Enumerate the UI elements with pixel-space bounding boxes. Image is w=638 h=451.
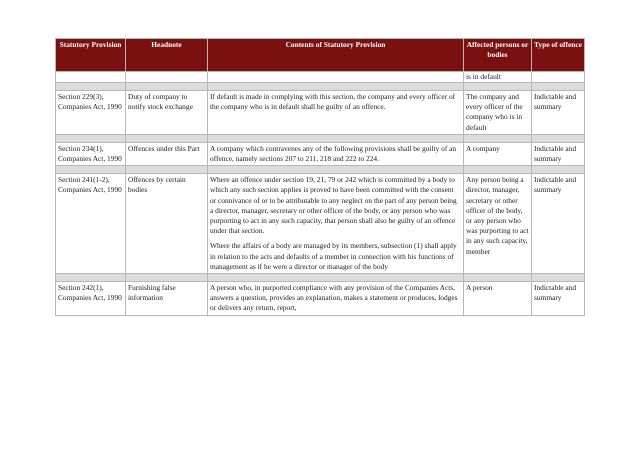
header-headnote: Headnote bbox=[126, 39, 208, 72]
cell-type: Indictable and summary bbox=[532, 174, 585, 274]
cell-headnote: Duty of company to notify stock exchange bbox=[126, 91, 208, 135]
row-spacer bbox=[56, 274, 585, 282]
cell-contents: A company which contravenes any of the following provisions shall be guilty of an offence, namely sections 207 to 211, 218 and 222 to 224. bbox=[208, 142, 464, 165]
continuation-affected: is in default bbox=[464, 72, 532, 83]
header-affected-persons: Affected persons or bodies bbox=[464, 39, 532, 72]
cell-contents: A person who, in purported compliance with any provision of the Companies Acts, answers a question, provides an explanation, makes a statement or produces, lodges or delivers any return, report, bbox=[208, 282, 464, 316]
cell-headnote: Offences under this Part bbox=[126, 142, 208, 165]
table-row bbox=[56, 91, 585, 135]
header-contents: Contents of Statutory Provision bbox=[208, 39, 464, 72]
row-spacer bbox=[56, 134, 585, 142]
header-type-of-offence: Type of offence bbox=[532, 39, 585, 72]
row-spacer bbox=[56, 166, 585, 174]
cell-affected: A person bbox=[464, 282, 532, 316]
cell-contents bbox=[208, 174, 464, 274]
table-row bbox=[56, 282, 585, 316]
offences-table bbox=[55, 38, 585, 316]
cell-affected: The company and every officer of the company who is in default bbox=[464, 91, 532, 135]
cell-headnote: Furnishing false information bbox=[126, 282, 208, 316]
header-statutory-provision: Statutory Provision bbox=[56, 39, 126, 72]
cell-provision: Section 229(3), Companies Act, 1990 bbox=[56, 91, 126, 135]
cell-affected: Any person being a director, manager, secretary or other officer of the body, or any person who was purporting to act in any such capacity, member bbox=[464, 174, 532, 274]
cell-affected: A company bbox=[464, 142, 532, 165]
cell-type: Indictable and summary bbox=[532, 91, 585, 135]
header-row bbox=[56, 39, 585, 72]
cell-headnote: Offences by certain bodies bbox=[126, 174, 208, 274]
contents-paragraph-2: Where the affairs of a body are managed by its members, subsection (1) shall apply in relation to the acts and defaults of a member in connection with his functions of management as if he were a director or manager of the body bbox=[210, 241, 457, 271]
table-row bbox=[56, 174, 585, 274]
table-row bbox=[56, 142, 585, 165]
cell-provision: Section 241(1-2), Companies Act, 1990 bbox=[56, 174, 126, 274]
cell-provision: Section 242(1), Companies Act, 1990 bbox=[56, 282, 126, 316]
row-spacer bbox=[56, 83, 585, 91]
continuation-row bbox=[56, 72, 585, 83]
cell-type: Indictable and summary bbox=[532, 282, 585, 316]
contents-paragraph-1: Where an offence under section 19, 21, 79 or 242 which is committed by a body to which any such section applies is proved to have been committed with the consent or connivance of or to be attributable to any neglect on the part of any person being a director, manager, secretary or other officer of the body, or any person who was purporting to act in any such capacity, that person shall also be guilty of an offence under that section. bbox=[210, 175, 457, 236]
cell-provision: Section 234(1), Companies Act, 1990 bbox=[56, 142, 126, 165]
cell-contents: If default is made in complying with this section, the company and every officer of the company who is in default shall be guilty of an offence. bbox=[208, 91, 464, 135]
cell-type: Indictable and summary bbox=[532, 142, 585, 165]
